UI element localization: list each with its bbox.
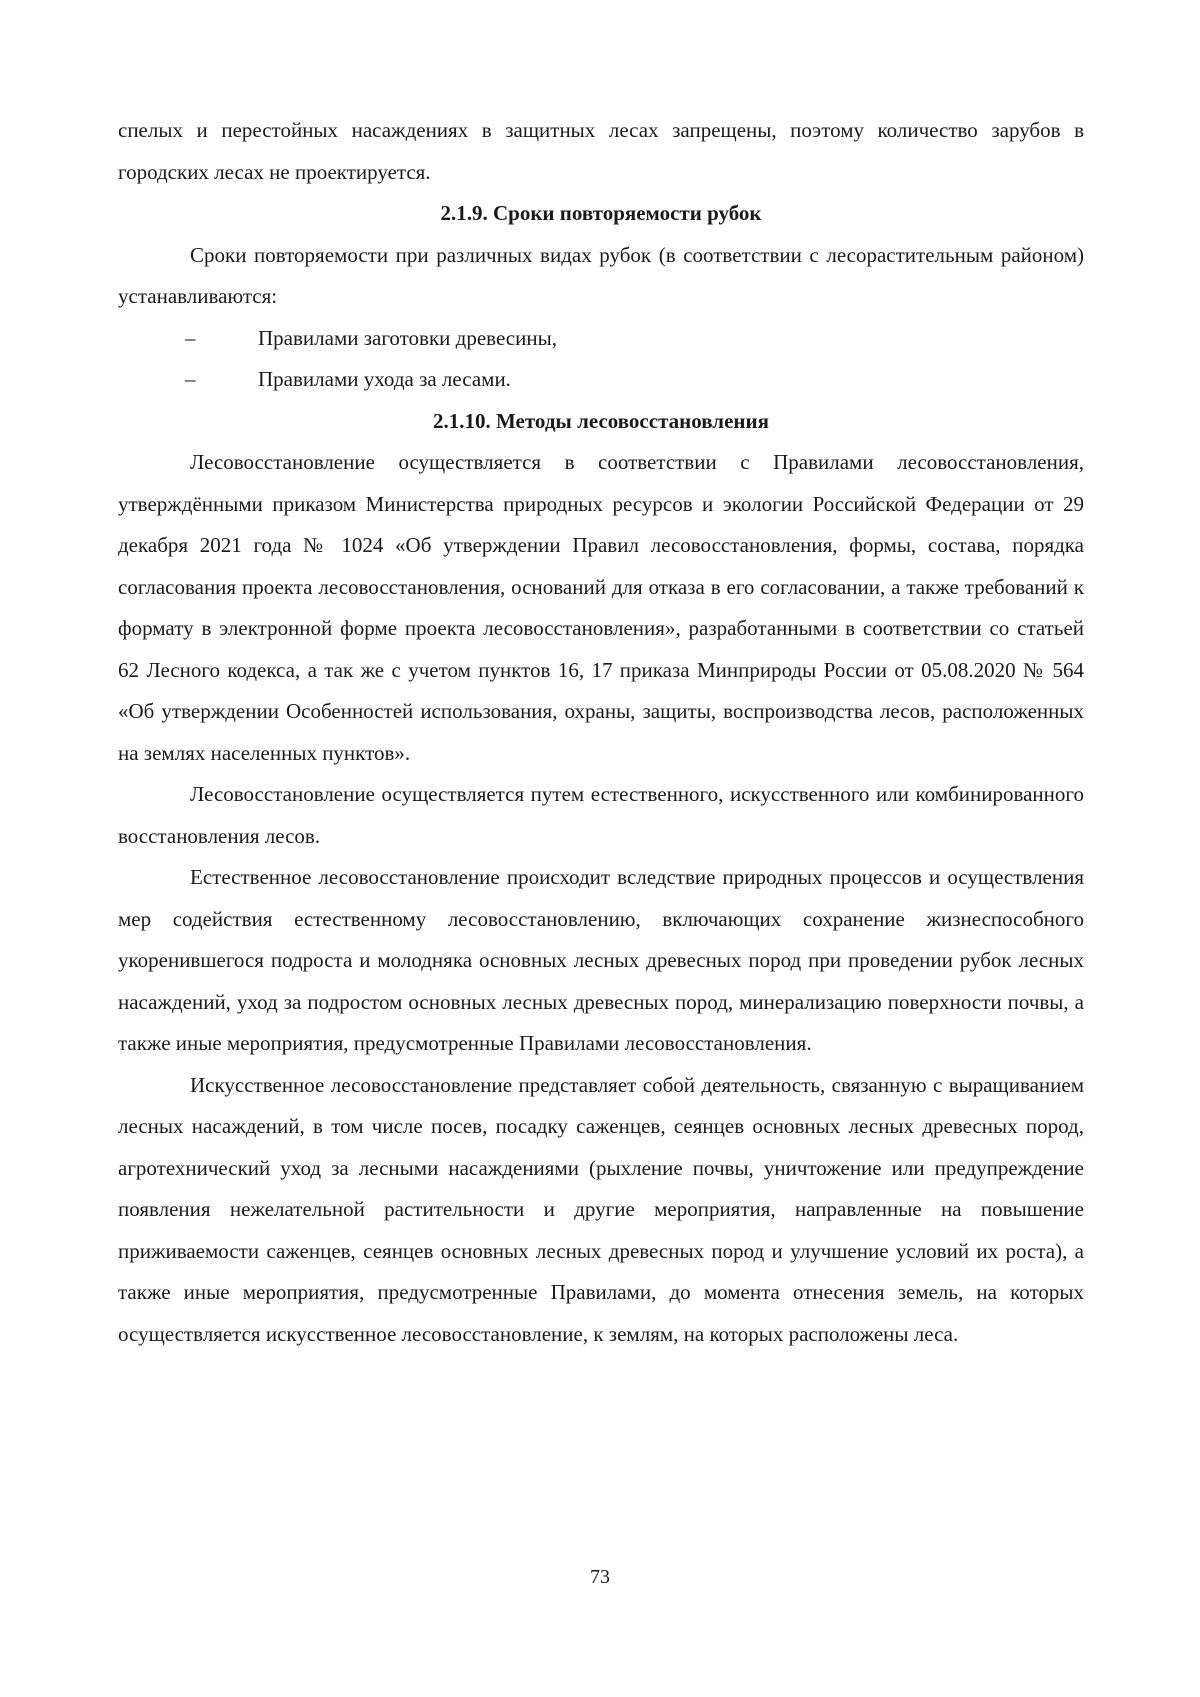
page-number: 73 [590,1566,610,1588]
section-heading-2-1-10: 2.1.10. Методы лесовосстановления [433,408,769,433]
section-2-1-10-paragraph-3: Естественное лесовосстановление происходит вследствие природных процессов и осуществления мер содействия естественному лесовосстановлению, включающих сохранение жизнеспособного укоренившегося подроста и молодняка основных лесных древесных пород при проведении рубок лесных насаждений, уход за подростом основных лесных древесных пород, минерализацию поверхности почвы, а также иные мероприятия, предусмотренные Правилами лесовосстановления. [118,865,1084,1055]
dash-marker: – [185,367,196,391]
list-item-text: Правилами ухода за лесами. [258,367,511,391]
section-2-1-10-paragraph-4: Искусственное лесовосстановление представляет собой деятельность, связанную с выращиванием лесных насаждений, в том числе посев, посадку саженцев, сеянцев основных лесных древесных пород, агротехнический уход за лесными насаждениями (рыхление почвы, уничтожение или предупреждение появления нежелательной растительности и другие мероприятия, направленные на повышение приживаемости саженцев, сеянцев основных лесных древесных пород и улучшение условий их роста), а также иные мероприятия, предусмотренные Правилами, до момента отнесения земель, на которых осуществляется искусственное лесовосстановление, к землям, на которых расположены леса. [118,1072,1084,1346]
section-2-1-10-paragraph-2: Лесовосстановление осуществляется путем естественного, искусственного или комбинированного восстановления лесов. [118,782,1084,848]
repeat-period-rules-list [118,318,1084,401]
section-heading-2-1-9: 2.1.9. Сроки повторяемости рубок [440,201,762,225]
list-item [118,318,1084,360]
section-2-1-9-paragraph: Сроки повторяемости при различных видах рубок (в соответствии с лесорастительным районом) устанавливаются: [118,242,1084,308]
document-page [118,110,1084,1355]
list-item-text: Правилами заготовки древесины, [258,325,557,350]
dash-marker: – [185,325,196,350]
intro-paragraph: спелых и перестойных насаждениях в защитных лесах запрещены, поэтому количество зарубов в городских лесах не проектируется. [118,118,1084,184]
section-2-1-10-paragraph-1: Лесовосстановление осуществляется в соответствии с Правилами лесовосстановления, утверждёнными приказом Министерства природных ресурсов и экологии Российской Федерации от 29 декабря 2021 года № 1024 «Об утверждении Правил лесовосстановления, формы, состава, порядка согласования проекта лесовосстановления, оснований для отказа в его согласовании, а также требований к формату в электронной форме проекта лесовосстановления», разработанными в соответствии со статьей 62 Лесного кодекса, а так же с учетом пунктов 16, 17 приказа Минприроды России от 05.08.2020 № 564 «Об утверждении Особенностей использования, охраны, защиты, воспроизводства лесов, расположенных на землях населенных пунктов». [118,450,1084,765]
list-item [118,359,1084,401]
